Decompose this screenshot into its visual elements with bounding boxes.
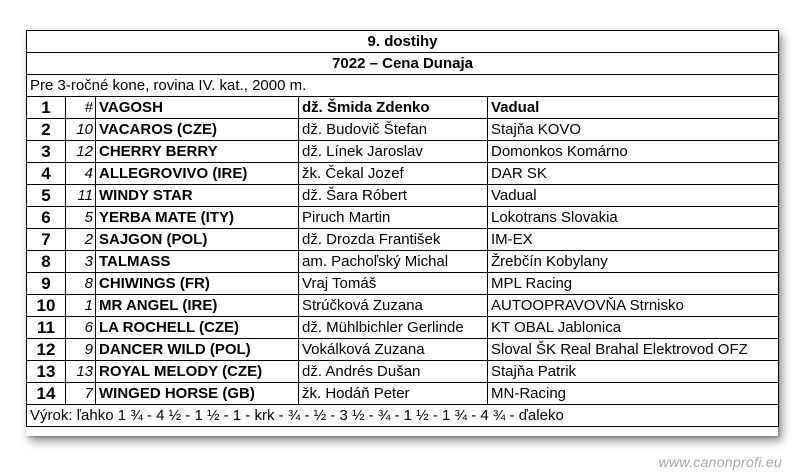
horse-cell: ALLEGROVIVO (IRE) — [96, 163, 299, 185]
number-cell: 10 — [66, 119, 96, 141]
stable-cell: IM-EX — [488, 229, 779, 251]
position-cell: 9 — [27, 273, 66, 295]
stable-cell: Domonkos Komárno — [488, 141, 779, 163]
horse-cell: WINDY STAR — [96, 185, 299, 207]
table-row — [27, 119, 779, 141]
horse-cell: MR ANGEL (IRE) — [96, 295, 299, 317]
horse-cell: CHERRY BERRY — [96, 141, 299, 163]
table-row — [27, 141, 779, 163]
table-row — [27, 383, 779, 405]
position-cell: 5 — [27, 185, 66, 207]
horse-cell: ROYAL MELODY (CZE) — [96, 361, 299, 383]
horse-cell: YERBA MATE (ITY) — [96, 207, 299, 229]
table-row — [27, 251, 779, 273]
jockey-cell: dž. Šmida Zdenko — [299, 97, 488, 119]
position-cell: 8 — [27, 251, 66, 273]
jockey-cell: dž. Budovič Štefan — [299, 119, 488, 141]
number-cell: 2 — [66, 229, 96, 251]
results-table — [26, 30, 779, 427]
horse-cell: CHIWINGS (FR) — [96, 273, 299, 295]
position-cell: 11 — [27, 317, 66, 339]
stable-cell: AUTOOPRAVOVŇA Strnisko — [488, 295, 779, 317]
verdict-row — [27, 405, 779, 427]
jockey-cell: dž. Mühlbichler Gerlinde — [299, 317, 488, 339]
position-cell: 12 — [27, 339, 66, 361]
position-cell: 1 — [27, 97, 66, 119]
number-cell: 1 — [66, 295, 96, 317]
position-cell: 2 — [27, 119, 66, 141]
results-sheet — [26, 30, 778, 436]
position-cell: 3 — [27, 141, 66, 163]
race-conditions-row — [27, 75, 779, 97]
stable-cell: Lokotrans Slovakia — [488, 207, 779, 229]
jockey-cell: dž. Andrés Dušan — [299, 361, 488, 383]
table-row — [27, 229, 779, 251]
number-cell: 5 — [66, 207, 96, 229]
number-cell: 4 — [66, 163, 96, 185]
position-cell: 14 — [27, 383, 66, 405]
number-cell: 3 — [66, 251, 96, 273]
stable-cell: Vadual — [488, 97, 779, 119]
number-cell: 6 — [66, 317, 96, 339]
horse-cell: WINGED HORSE (GB) — [96, 383, 299, 405]
jockey-cell: žk. Čekal Jozef — [299, 163, 488, 185]
position-cell: 7 — [27, 229, 66, 251]
stable-cell: MPL Racing — [488, 273, 779, 295]
horse-cell: VACAROS (CZE) — [96, 119, 299, 141]
stable-cell: KT OBAL Jablonica — [488, 317, 779, 339]
table-row — [27, 339, 779, 361]
horse-cell: LA ROCHELL (CZE) — [96, 317, 299, 339]
race-conditions: Pre 3-ročné kone, rovina IV. kat., 2000 m. — [27, 75, 779, 97]
horse-cell: DANCER WILD (POL) — [96, 339, 299, 361]
number-cell: 13 — [66, 361, 96, 383]
table-row — [27, 207, 779, 229]
jockey-cell: dž. Drozda František — [299, 229, 488, 251]
stable-cell: Vadual — [488, 185, 779, 207]
jockey-cell: Vokálková Zuzana — [299, 339, 488, 361]
number-cell: # — [66, 97, 96, 119]
table-row — [27, 163, 779, 185]
winner-row — [27, 97, 779, 119]
stable-cell: Žrebčín Kobylany — [488, 251, 779, 273]
position-cell: 10 — [27, 295, 66, 317]
table-row — [27, 361, 779, 383]
position-cell: 6 — [27, 207, 66, 229]
table-row — [27, 295, 779, 317]
stable-cell: Stajňa Patrik — [488, 361, 779, 383]
number-cell: 11 — [66, 185, 96, 207]
table-row — [27, 185, 779, 207]
watermark: www.canonprofi.eu — [658, 454, 782, 470]
jockey-cell: Strúčková Zuzana — [299, 295, 488, 317]
horse-cell: VAGOSH — [96, 97, 299, 119]
horse-cell: SAJGON (POL) — [96, 229, 299, 251]
jockey-cell: žk. Hodáň Peter — [299, 383, 488, 405]
table-row — [27, 317, 779, 339]
table-row — [27, 273, 779, 295]
race-subtitle: 7022 – Cena Dunaja — [27, 53, 779, 75]
verdict: Výrok: ľahko 1 ¾ - 4 ½ - 1 ½ - 1 - krk - ¾ - ½ - 3 ½ - ¾ - 1 ½ - 1 ¾ - 4 ¾ - ďaleko — [27, 405, 779, 427]
race-title: 9. dostihy — [27, 31, 779, 53]
jockey-cell: Vraj Tomáš — [299, 273, 488, 295]
number-cell: 9 — [66, 339, 96, 361]
number-cell: 12 — [66, 141, 96, 163]
stable-cell: Sloval ŠK Real Brahal Elektrovod OFZ — [488, 339, 779, 361]
stable-cell: DAR SK — [488, 163, 779, 185]
number-cell: 7 — [66, 383, 96, 405]
race-subtitle-row — [27, 53, 779, 75]
number-cell: 8 — [66, 273, 96, 295]
horse-cell: TALMASS — [96, 251, 299, 273]
position-cell: 4 — [27, 163, 66, 185]
jockey-cell: am. Pachoľský Michal — [299, 251, 488, 273]
race-title-row — [27, 31, 779, 53]
jockey-cell: Piruch Martin — [299, 207, 488, 229]
jockey-cell: dž. Línek Jaroslav — [299, 141, 488, 163]
position-cell: 13 — [27, 361, 66, 383]
stable-cell: Stajňa KOVO — [488, 119, 779, 141]
jockey-cell: dž. Šara Róbert — [299, 185, 488, 207]
stable-cell: MN-Racing — [488, 383, 779, 405]
